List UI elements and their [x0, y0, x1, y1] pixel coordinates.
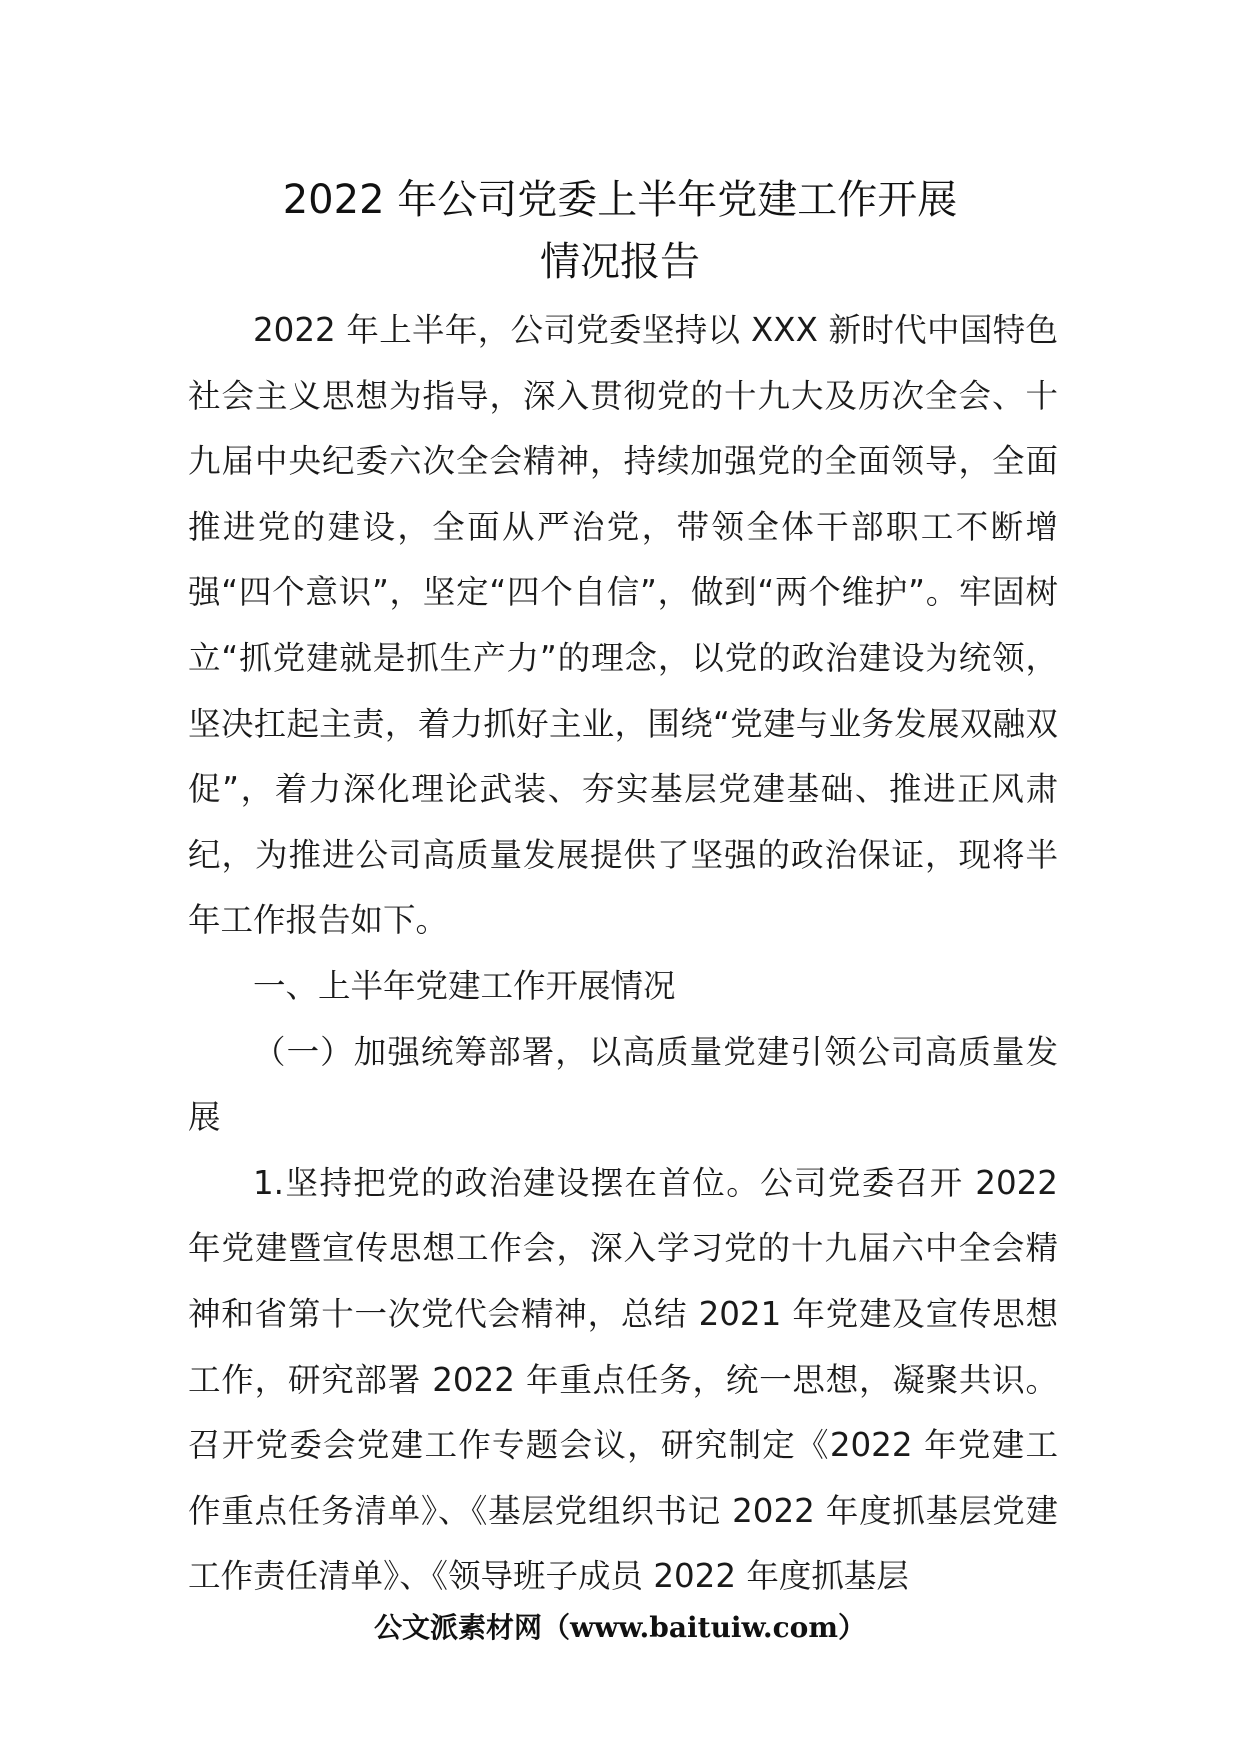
document-body: [188, 298, 1058, 1610]
document-title-line-1: 2022 年公司党委上半年党建工作开展: [282, 177, 958, 223]
document-title-line-2: 情况报告: [540, 239, 700, 285]
subsection-heading: （一）加强统筹部署，以高质量党建引领公司高质量发展: [188, 1032, 1058, 1137]
intro-paragraph: 2022 年上半年，公司党委坚持以 XXX 新时代中国特色社会主义思想为指导，深入贯彻党的十九大及历次全会、十九届中央纪委六次全会精神，持续加强党的全面领导，全面推进党的建设，全面从严治党，带领全体干部职工不断增强“四个意识”，坚定“四个自信”，做到“两个维护”。牢固树立“抓党建就是抓生产力”的理念，以党的政治建设为统领，坚决扛起主责，着力抓好主业，围绕“党建与业务发展双融双促”，着力深化理论武装、夯实基层党建基础、推进正风肃纪，为推进公司高质量发展提供了坚强的政治保证，现将半年工作报告如下。: [188, 311, 1058, 940]
body-paragraph: 1.坚持把党的政治建设摆在首位。公司党委召开 2022 年党建暨宣传思想工作会，深入学习党的十九届六中全会精神和省第十一次党代会精神，总结 2021 年党建及宣传思想工作，研究部署 2022 年重点任务，统一思想，凝聚共识。召开党委会党建工作专题会议，研究制定《2022 年党建工作重点任务清单》、《基层党组织书记 2022 年度抓基层党建工作责任清单》、《领导班子成员 2022 年度抓基层: [188, 1163, 1058, 1596]
section-heading: 一、上半年党建工作开展情况: [253, 966, 676, 1005]
watermark-footer: 公文派素材网（www.baituiw.com）: [374, 1611, 866, 1644]
